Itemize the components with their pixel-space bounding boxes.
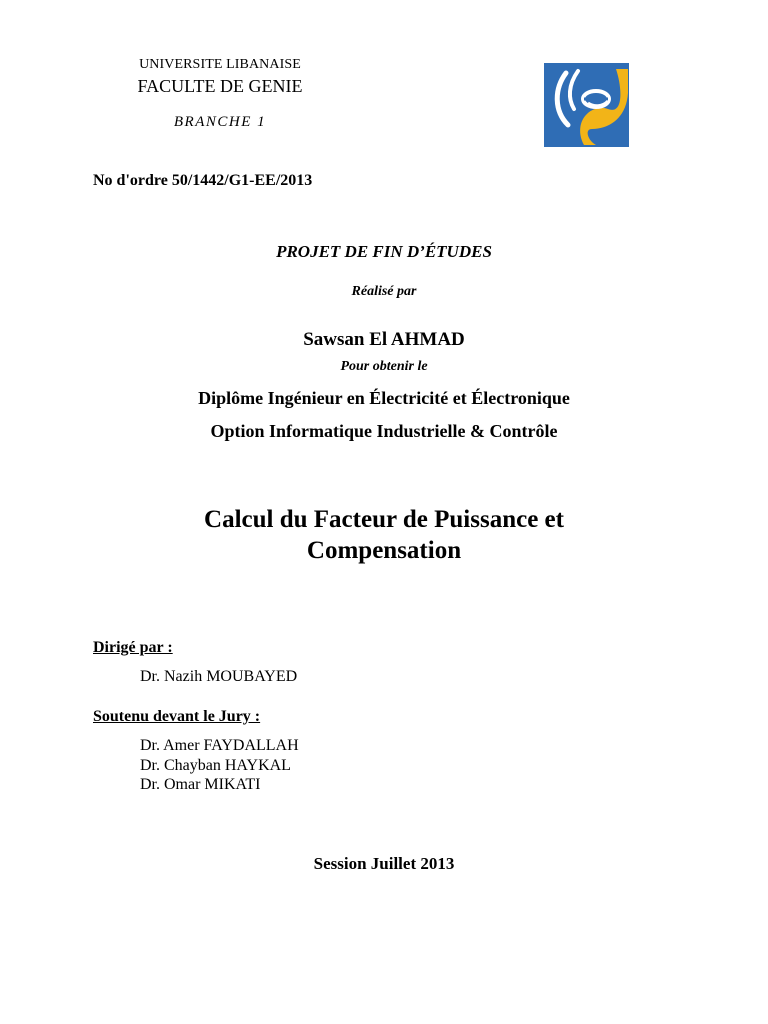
- supervisor-name: Dr. Nazih MOUBAYED: [140, 668, 298, 685]
- jury-member: Dr. Amer FAYDALLAH: [140, 737, 299, 754]
- jury-member: Dr. Omar MIKATI: [140, 776, 261, 793]
- author-name: Sawsan El AHMAD: [303, 329, 465, 350]
- thesis-title-line-2: Compensation: [306, 537, 462, 564]
- realized-by-label: Réalisé par: [351, 284, 417, 299]
- session-date: Session Juillet 2013: [313, 854, 455, 873]
- thesis-title-line-1: Calcul du Facteur de Puissance et: [204, 506, 564, 533]
- university-name: UNIVERSITE LIBANAISE: [139, 57, 301, 72]
- lebanese-university-logo-icon: [544, 63, 629, 147]
- supervisor-heading: Dirigé par :: [93, 639, 173, 656]
- branch-label: BRANCHE 1: [173, 114, 267, 130]
- option-name: Option Informatique Industrielle & Contrôle: [210, 421, 558, 441]
- diploma-name: Diplôme Ingénieur en Électricité et Électronique: [198, 388, 570, 408]
- jury-member: Dr. Chayban HAYKAL: [140, 757, 291, 774]
- jury-heading: Soutenu devant le Jury :: [93, 708, 261, 725]
- faculty-name: FACULTE DE GENIE: [137, 76, 303, 96]
- obtain-label: Pour obtenir le: [340, 359, 428, 374]
- project-type: PROJET DE FIN D’ÉTUDES: [276, 242, 492, 261]
- order-number: No d'ordre 50/1442/G1-EE/2013: [93, 172, 313, 189]
